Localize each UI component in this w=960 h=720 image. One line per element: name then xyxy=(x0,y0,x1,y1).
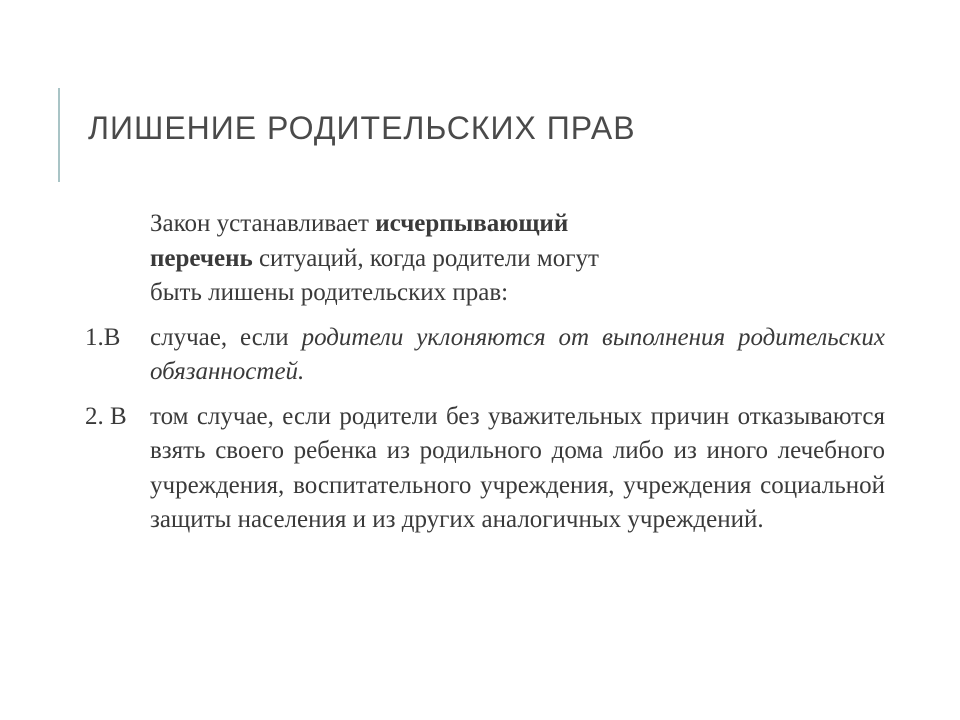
slide-title: ЛИШЕНИЕ РОДИТЕЛЬСКИХ ПРАВ xyxy=(88,110,636,146)
intro-bold-phrase: исчерпывающий перечень xyxy=(150,210,569,272)
list-item-1 xyxy=(85,321,885,390)
intro-suffix: ситуаций, когда родители могут быть лишены родительских прав: xyxy=(150,244,599,306)
list-item-1-number: 1.В xyxy=(85,323,121,351)
slide-body xyxy=(85,207,885,548)
list-item-2-number: 2. В xyxy=(85,402,127,430)
list-item-1-italic: родители уклоняются от выполнения родительских обязанностей. xyxy=(150,323,886,385)
list-item-2 xyxy=(85,400,885,538)
list-item-2-text: том случае, если родители без уважительных причин отказываются взять своего ребенка из родильного дома либо из иного лечебного учреждения, воспитательного учреждения, учреждения социальной защиты населения и из других аналогичных учреждений. xyxy=(150,402,885,533)
intro-prefix: Закон устанавливает xyxy=(150,210,376,237)
list-item-1-text xyxy=(150,321,885,390)
intro-paragraph xyxy=(85,207,650,311)
title-accent-bar xyxy=(58,88,60,182)
list-item-1-prefix: случае, если xyxy=(150,323,302,351)
